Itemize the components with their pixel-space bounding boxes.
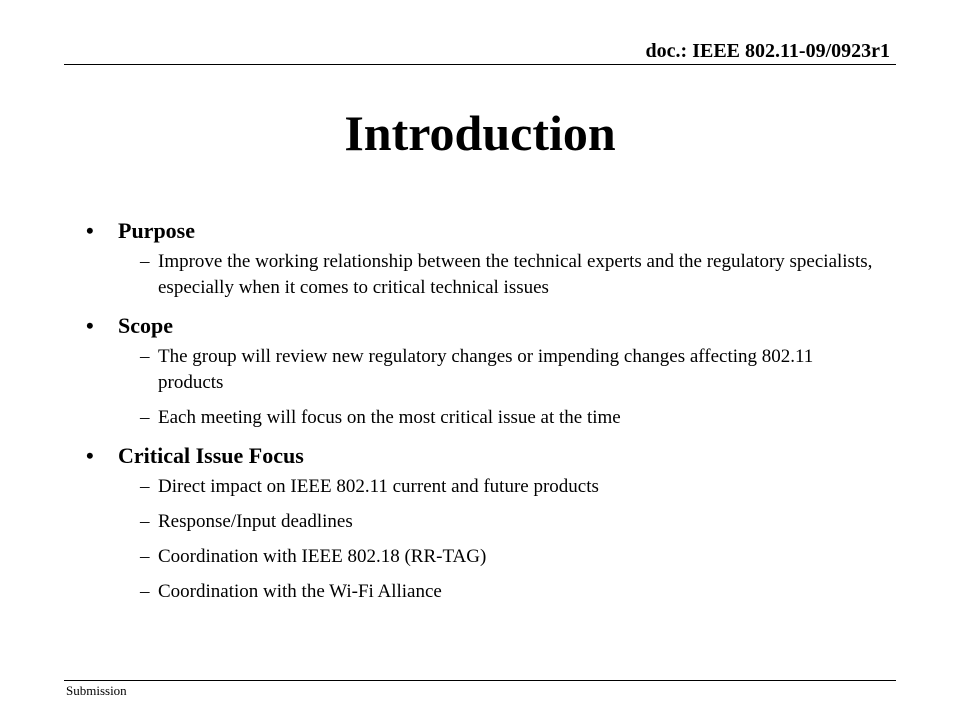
- dash-icon: –: [140, 346, 150, 367]
- section-heading: Critical Issue Focus: [118, 443, 304, 468]
- footer-label: Submission: [66, 683, 127, 698]
- section-heading: Purpose: [118, 218, 195, 243]
- bullet-heading: [82, 216, 882, 246]
- sub-bullet-list: [82, 474, 882, 605]
- bullet-heading: [82, 311, 882, 341]
- header-divider: [64, 64, 896, 65]
- sub-bullet-list: [82, 344, 882, 431]
- bullet-icon: •: [86, 443, 94, 468]
- section-heading: Scope: [118, 313, 173, 338]
- bullet-heading: [82, 441, 882, 471]
- list-item: [82, 544, 882, 570]
- section-scope: [82, 311, 882, 431]
- list-item: [82, 344, 882, 396]
- dash-icon: –: [140, 251, 150, 272]
- list-item-text: The group will review new regulatory changes or impending changes affecting 802.11 products: [158, 346, 814, 393]
- dash-icon: –: [140, 581, 150, 602]
- dash-icon: –: [140, 407, 150, 428]
- dash-icon: –: [140, 511, 150, 532]
- list-item: [82, 405, 882, 431]
- dash-icon: –: [140, 546, 150, 567]
- dash-icon: –: [140, 476, 150, 497]
- list-item-text: Direct impact on IEEE 802.11 current and future products: [158, 476, 599, 497]
- section-critical-issue-focus: [82, 441, 882, 605]
- list-item-text: Improve the working relationship between the technical experts and the regulatory specialists, especially when it comes to critical technical issues: [158, 251, 873, 298]
- list-item: [82, 579, 882, 605]
- list-item: [82, 249, 882, 301]
- sub-bullet-list: [82, 249, 882, 301]
- list-item: [82, 509, 882, 535]
- list-item: [82, 474, 882, 500]
- section-purpose: [82, 216, 882, 301]
- list-item-text: Response/Input deadlines: [158, 511, 353, 532]
- bullet-icon: •: [86, 218, 94, 243]
- footer-divider: [64, 680, 896, 681]
- list-item-text: Coordination with IEEE 802.18 (RR-TAG): [158, 546, 487, 567]
- document-id: doc.: IEEE 802.11-09/0923r1: [645, 40, 890, 62]
- list-item-text: Coordination with the Wi-Fi Alliance: [158, 581, 442, 602]
- slide-title: Introduction: [344, 105, 616, 161]
- bullet-icon: •: [86, 313, 94, 338]
- list-item-text: Each meeting will focus on the most critical issue at the time: [158, 407, 621, 428]
- slide-body: [82, 216, 882, 615]
